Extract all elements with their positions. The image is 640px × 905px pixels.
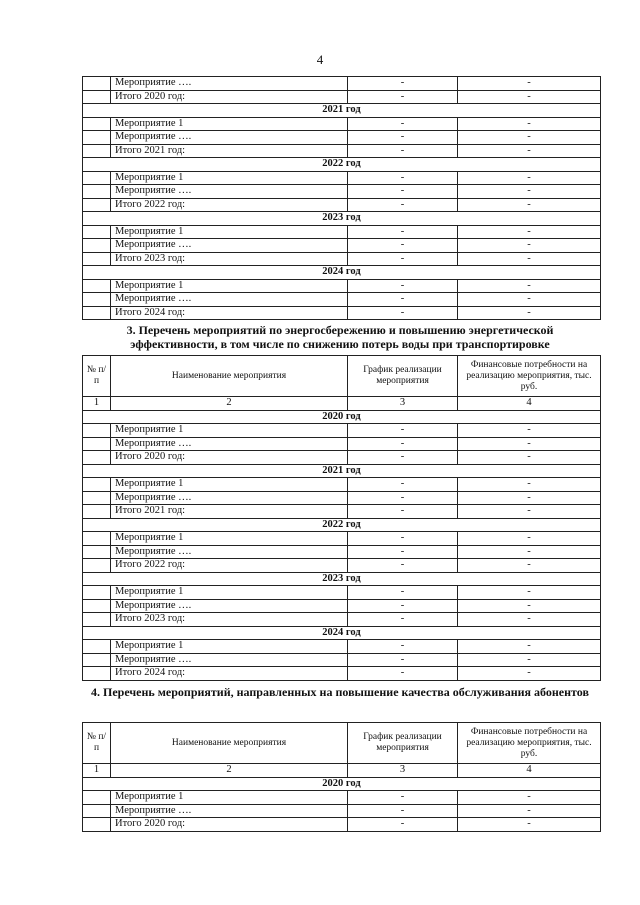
table-row — [83, 437, 601, 451]
schedule-value: - — [348, 117, 458, 131]
header-finance: Финансовые потребности на реализацию мероприятия, тыс. руб. — [458, 723, 601, 764]
header-name: Наименование мероприятия — [111, 356, 348, 397]
schedule-value: - — [348, 599, 458, 613]
table-row — [83, 293, 601, 307]
col-number: 2 — [111, 764, 348, 778]
finance-value: - — [458, 545, 601, 559]
col-number: 2 — [111, 397, 348, 411]
total-label: Итого 2023 год: — [111, 613, 348, 627]
schedule-value: - — [348, 559, 458, 573]
event-name: Мероприятие …. — [111, 545, 348, 559]
event-name: Мероприятие 1 — [111, 117, 348, 131]
col-number: 1 — [83, 397, 111, 411]
col-number: 1 — [83, 764, 111, 778]
total-label: Итого 2022 год: — [111, 559, 348, 573]
year-row — [83, 410, 601, 424]
finance-value: - — [458, 505, 601, 519]
schedule-value: - — [348, 198, 458, 212]
schedule-value: - — [348, 667, 458, 681]
header-finance: Финансовые потребности на реализацию мероприятия, тыс. руб. — [458, 356, 601, 397]
finance-value: - — [458, 185, 601, 199]
year-row — [83, 464, 601, 478]
year-row — [83, 158, 601, 172]
event-name: Мероприятие …. — [111, 131, 348, 145]
schedule-value: - — [348, 437, 458, 451]
table-row — [83, 225, 601, 239]
section3-title: 3. Перечень мероприятий по энергосбережению и повышению энергетической эффективности, в том числе по снижению потерь воды при транспортировке — [126, 323, 554, 351]
table-row — [83, 804, 601, 818]
col-number: 3 — [348, 397, 458, 411]
year-label: 2020 год — [83, 410, 601, 424]
table-row — [83, 545, 601, 559]
total-label: Итого 2022 год: — [111, 198, 348, 212]
finance-value: - — [458, 818, 601, 832]
event-name: Мероприятие 1 — [111, 586, 348, 600]
finance-value: - — [458, 279, 601, 293]
col-number: 4 — [458, 764, 601, 778]
table-row — [83, 586, 601, 600]
schedule-value: - — [348, 279, 458, 293]
finance-value: - — [458, 306, 601, 320]
year-label: 2021 год — [83, 464, 601, 478]
schedule-value: - — [348, 586, 458, 600]
schedule-value: - — [348, 424, 458, 438]
table-row — [83, 279, 601, 293]
table-row — [83, 239, 601, 253]
event-name: Мероприятие 1 — [111, 424, 348, 438]
page-number: 4 — [316, 52, 324, 67]
total-label: Итого 2023 год: — [111, 252, 348, 266]
table-row — [83, 131, 601, 145]
event-name: Мероприятие …. — [111, 491, 348, 505]
header-schedule: График реализации мероприятия — [348, 723, 458, 764]
column-number-row — [83, 397, 601, 411]
year-row — [83, 518, 601, 532]
header-name: Наименование мероприятия — [111, 723, 348, 764]
finance-value: - — [458, 198, 601, 212]
schedule-value: - — [348, 293, 458, 307]
finance-value: - — [458, 478, 601, 492]
table-row — [83, 198, 601, 212]
finance-value: - — [458, 90, 601, 104]
event-name: Мероприятие …. — [111, 804, 348, 818]
year-label: 2024 год — [83, 626, 601, 640]
table-row — [83, 77, 601, 91]
finance-value: - — [458, 559, 601, 573]
finance-value: - — [458, 613, 601, 627]
schedule-value: - — [348, 225, 458, 239]
year-row — [83, 104, 601, 118]
table-row — [83, 791, 601, 805]
year-row — [83, 266, 601, 280]
table-row — [83, 667, 601, 681]
schedule-value: - — [348, 90, 458, 104]
event-name: Мероприятие 1 — [111, 532, 348, 546]
event-name: Мероприятие …. — [111, 653, 348, 667]
total-label: Итого 2024 год: — [111, 306, 348, 320]
finance-value: - — [458, 653, 601, 667]
finance-value: - — [458, 491, 601, 505]
event-name: Мероприятие …. — [111, 599, 348, 613]
year-label: 2024 год — [83, 266, 601, 280]
finance-value: - — [458, 804, 601, 818]
finance-value: - — [458, 131, 601, 145]
event-name: Мероприятие …. — [111, 437, 348, 451]
section2-table — [82, 76, 601, 320]
finance-value: - — [458, 667, 601, 681]
schedule-value: - — [348, 306, 458, 320]
event-name: Мероприятие 1 — [111, 640, 348, 654]
total-label: Итого 2021 год: — [111, 144, 348, 158]
schedule-value: - — [348, 545, 458, 559]
finance-value: - — [458, 171, 601, 185]
schedule-value: - — [348, 171, 458, 185]
table-row — [83, 613, 601, 627]
finance-value: - — [458, 239, 601, 253]
table-row — [83, 478, 601, 492]
finance-value: - — [458, 451, 601, 465]
schedule-value: - — [348, 532, 458, 546]
schedule-value: - — [348, 653, 458, 667]
finance-value: - — [458, 424, 601, 438]
event-name: Мероприятие …. — [111, 77, 348, 91]
column-number-row — [83, 764, 601, 778]
table-row — [83, 599, 601, 613]
table-row — [83, 491, 601, 505]
total-label: Итого 2020 год: — [111, 818, 348, 832]
table-row — [83, 90, 601, 104]
year-label: 2023 год — [83, 572, 601, 586]
schedule-value: - — [348, 239, 458, 253]
table-row — [83, 505, 601, 519]
event-name: Мероприятие 1 — [111, 171, 348, 185]
event-name: Мероприятие 1 — [111, 478, 348, 492]
finance-value: - — [458, 117, 601, 131]
finance-value: - — [458, 225, 601, 239]
schedule-value: - — [348, 144, 458, 158]
schedule-value: - — [348, 185, 458, 199]
finance-value: - — [458, 532, 601, 546]
finance-value: - — [458, 77, 601, 91]
year-row — [83, 777, 601, 791]
event-name: Мероприятие …. — [111, 239, 348, 253]
finance-value: - — [458, 252, 601, 266]
table-row — [83, 171, 601, 185]
event-name: Мероприятие …. — [111, 293, 348, 307]
total-label: Итого 2020 год: — [111, 90, 348, 104]
event-name: Мероприятие 1 — [111, 225, 348, 239]
schedule-value: - — [348, 252, 458, 266]
schedule-value: - — [348, 818, 458, 832]
table-row — [83, 424, 601, 438]
header-num: № п/п — [83, 723, 111, 764]
schedule-value: - — [348, 451, 458, 465]
table-row — [83, 559, 601, 573]
finance-value: - — [458, 640, 601, 654]
schedule-value: - — [348, 613, 458, 627]
schedule-value: - — [348, 505, 458, 519]
table-row — [83, 653, 601, 667]
event-name: Мероприятие …. — [111, 185, 348, 199]
schedule-value: - — [348, 478, 458, 492]
year-label: 2020 год — [83, 777, 601, 791]
table-row — [83, 451, 601, 465]
table-row — [83, 144, 601, 158]
finance-value: - — [458, 293, 601, 307]
table-row — [83, 818, 601, 832]
year-label: 2023 год — [83, 212, 601, 226]
finance-value: - — [458, 791, 601, 805]
table-row — [83, 185, 601, 199]
year-label: 2022 год — [83, 518, 601, 532]
total-label: Итого 2024 год: — [111, 667, 348, 681]
event-name: Мероприятие 1 — [111, 279, 348, 293]
schedule-value: - — [348, 791, 458, 805]
col-number: 3 — [348, 764, 458, 778]
finance-value: - — [458, 144, 601, 158]
event-name: Мероприятие 1 — [111, 791, 348, 805]
schedule-value: - — [348, 77, 458, 91]
col-number: 4 — [458, 397, 601, 411]
section4-title: 4. Перечень мероприятий, направленных на повышение качества обслуживания абонентов — [91, 685, 589, 699]
year-label: 2021 год — [83, 104, 601, 118]
header-num: № п/п — [83, 356, 111, 397]
table-row — [83, 640, 601, 654]
schedule-value: - — [348, 491, 458, 505]
year-row — [83, 626, 601, 640]
header-schedule: График реализации мероприятия — [348, 356, 458, 397]
table-row — [83, 306, 601, 320]
finance-value: - — [458, 599, 601, 613]
table-row — [83, 252, 601, 266]
year-row — [83, 212, 601, 226]
schedule-value: - — [348, 131, 458, 145]
schedule-value: - — [348, 804, 458, 818]
finance-value: - — [458, 437, 601, 451]
table-row — [83, 532, 601, 546]
header-row — [83, 723, 601, 764]
section4-table — [82, 722, 601, 832]
section3-table — [82, 355, 601, 681]
finance-value: - — [458, 586, 601, 600]
total-label: Итого 2021 год: — [111, 505, 348, 519]
year-label: 2022 год — [83, 158, 601, 172]
schedule-value: - — [348, 640, 458, 654]
table-row — [83, 117, 601, 131]
year-row — [83, 572, 601, 586]
header-row — [83, 356, 601, 397]
total-label: Итого 2020 год: — [111, 451, 348, 465]
